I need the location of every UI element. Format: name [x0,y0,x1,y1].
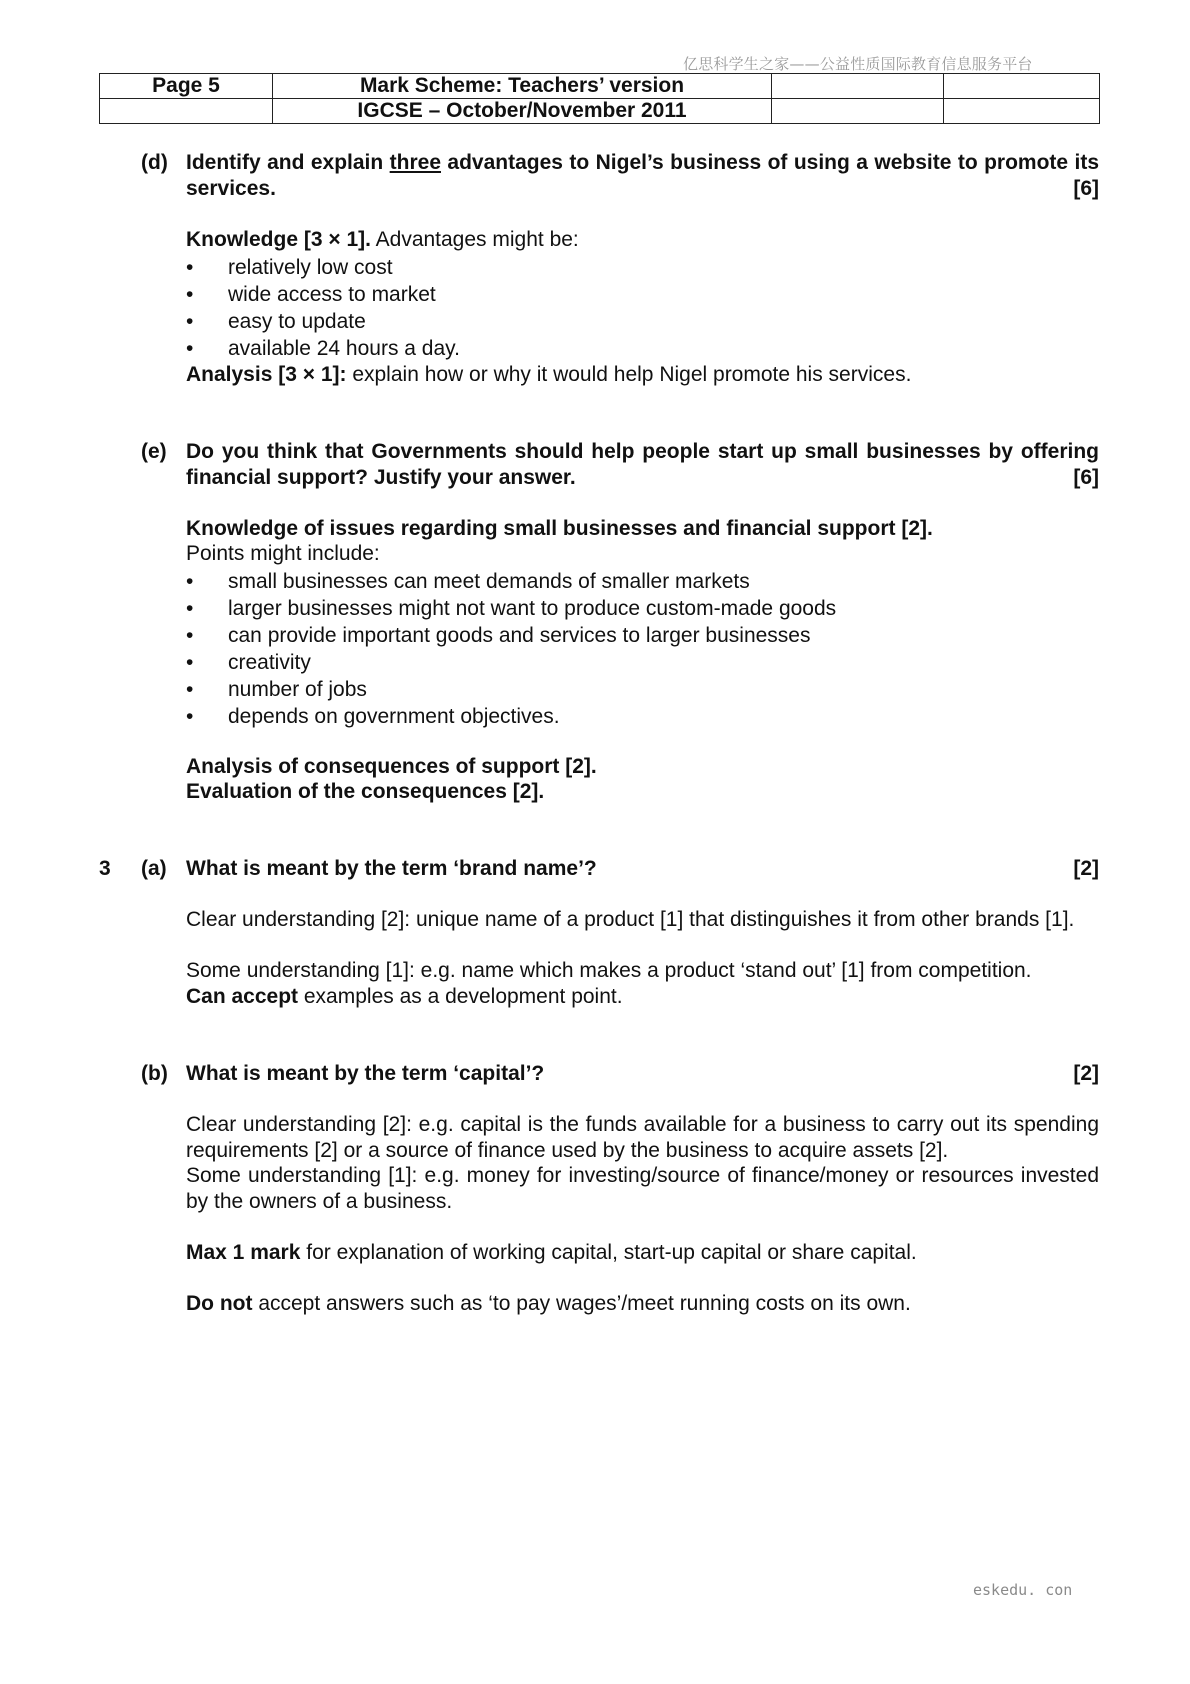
question-d-analysis: Analysis [3 × 1]: explain how or why it would help Nigel promote his services. [186,363,912,386]
question-3a-some: Some understanding [1]: e.g. name which makes a product ‘stand out’ [1] from competition. [186,959,1032,982]
question-d-underline: three [389,151,441,174]
question-3a-label: (a) [141,857,167,880]
list-item: • number of jobs [186,676,1099,703]
list-item: • relatively low cost [186,254,1099,281]
question-3b-mark: [2] [1073,1062,1099,1085]
question-3b-text: What is meant by the term ‘capital’? [2] [186,1062,1099,1085]
question-e-points-intro: Points might include: [186,542,380,565]
question-d-label: (d) [141,151,168,174]
question-3a-accept: Can accept examples as a development point. [186,985,623,1008]
list-item: • creativity [186,649,1099,676]
header-exam: IGCSE – October/November 2011 [273,99,772,124]
question-3b-label: (b) [141,1062,168,1085]
header-empty-cell [772,74,944,99]
list-item: • depends on government objectives. [186,703,1099,730]
question-e-text: Do you think that Governments should help people start up small businesses by offering financial support? Justify your answer. [186,440,1099,489]
list-item: • can provide important goods and services to larger businesses [186,622,1099,649]
question-d-bullet-list [186,254,1099,362]
watermark-bottom: eskedu. con [973,1581,1073,1599]
question-3b-clear: Clear understanding [2]: e.g. capital is the funds available for a business to carry out its spending requirements [2] or a source of finance used by the business to acquire assets [2]. [186,1113,1099,1162]
question-e-label: (e) [141,440,167,463]
question-e-evaluation: Evaluation of the consequences [2]. [186,780,545,803]
header-empty-cell [944,74,1100,99]
question-3b-donot: Do not accept answers such as ‘to pay wages’/meet running costs on its own. [186,1292,911,1315]
list-item: • small businesses can meet demands of smaller markets [186,568,1099,595]
question-3b-some: Some understanding [1]: e.g. money for investing/source of finance/money or resources invested by the owners of a business. [186,1164,1099,1213]
question-3b-max: Max 1 mark for explanation of working capital, start-up capital or share capital. [186,1241,917,1264]
list-item: • easy to update [186,308,1099,335]
question-d-mark: [6] [1073,177,1099,200]
header-empty-cell [944,99,1100,124]
question-e-mark: [6] [1073,466,1099,489]
header-empty-cell [100,99,273,124]
question-e-text-wrap [186,439,1099,491]
question-d-text: Identify and explain three advantages to Nigel’s business of using a website to promote its services. [186,151,1099,200]
question-d-mark-row [186,176,1099,202]
question-3a-text: What is meant by the term ‘brand name’? [2] [186,857,1099,880]
question-3-number: 3 [99,857,111,880]
question-d-knowledge: Knowledge [3 × 1]. Advantages might be: [186,228,579,251]
question-3a-clear: Clear understanding [2]: unique name of a product [1] that distinguishes it from other brands [1]. [186,908,1075,931]
header-title: Mark Scheme: Teachers’ version [273,74,772,99]
header-table [99,73,1100,124]
question-e-knowledge: Knowledge of issues regarding small businesses and financial support [2]. [186,517,933,540]
list-item: • available 24 hours a day. [186,335,1099,362]
header-page: Page 5 [100,74,273,99]
header-empty-cell [772,99,944,124]
question-3a-mark: [2] [1073,857,1099,880]
list-item: • wide access to market [186,281,1099,308]
list-item: • larger businesses might not want to produce custom-made goods [186,595,1099,622]
question-e-analysis: Analysis of consequences of support [2]. [186,755,597,778]
question-e-bullet-list [186,568,1099,730]
watermark-top: 亿思科学生之家——公益性质国际教育信息服务平台 [683,55,1033,73]
